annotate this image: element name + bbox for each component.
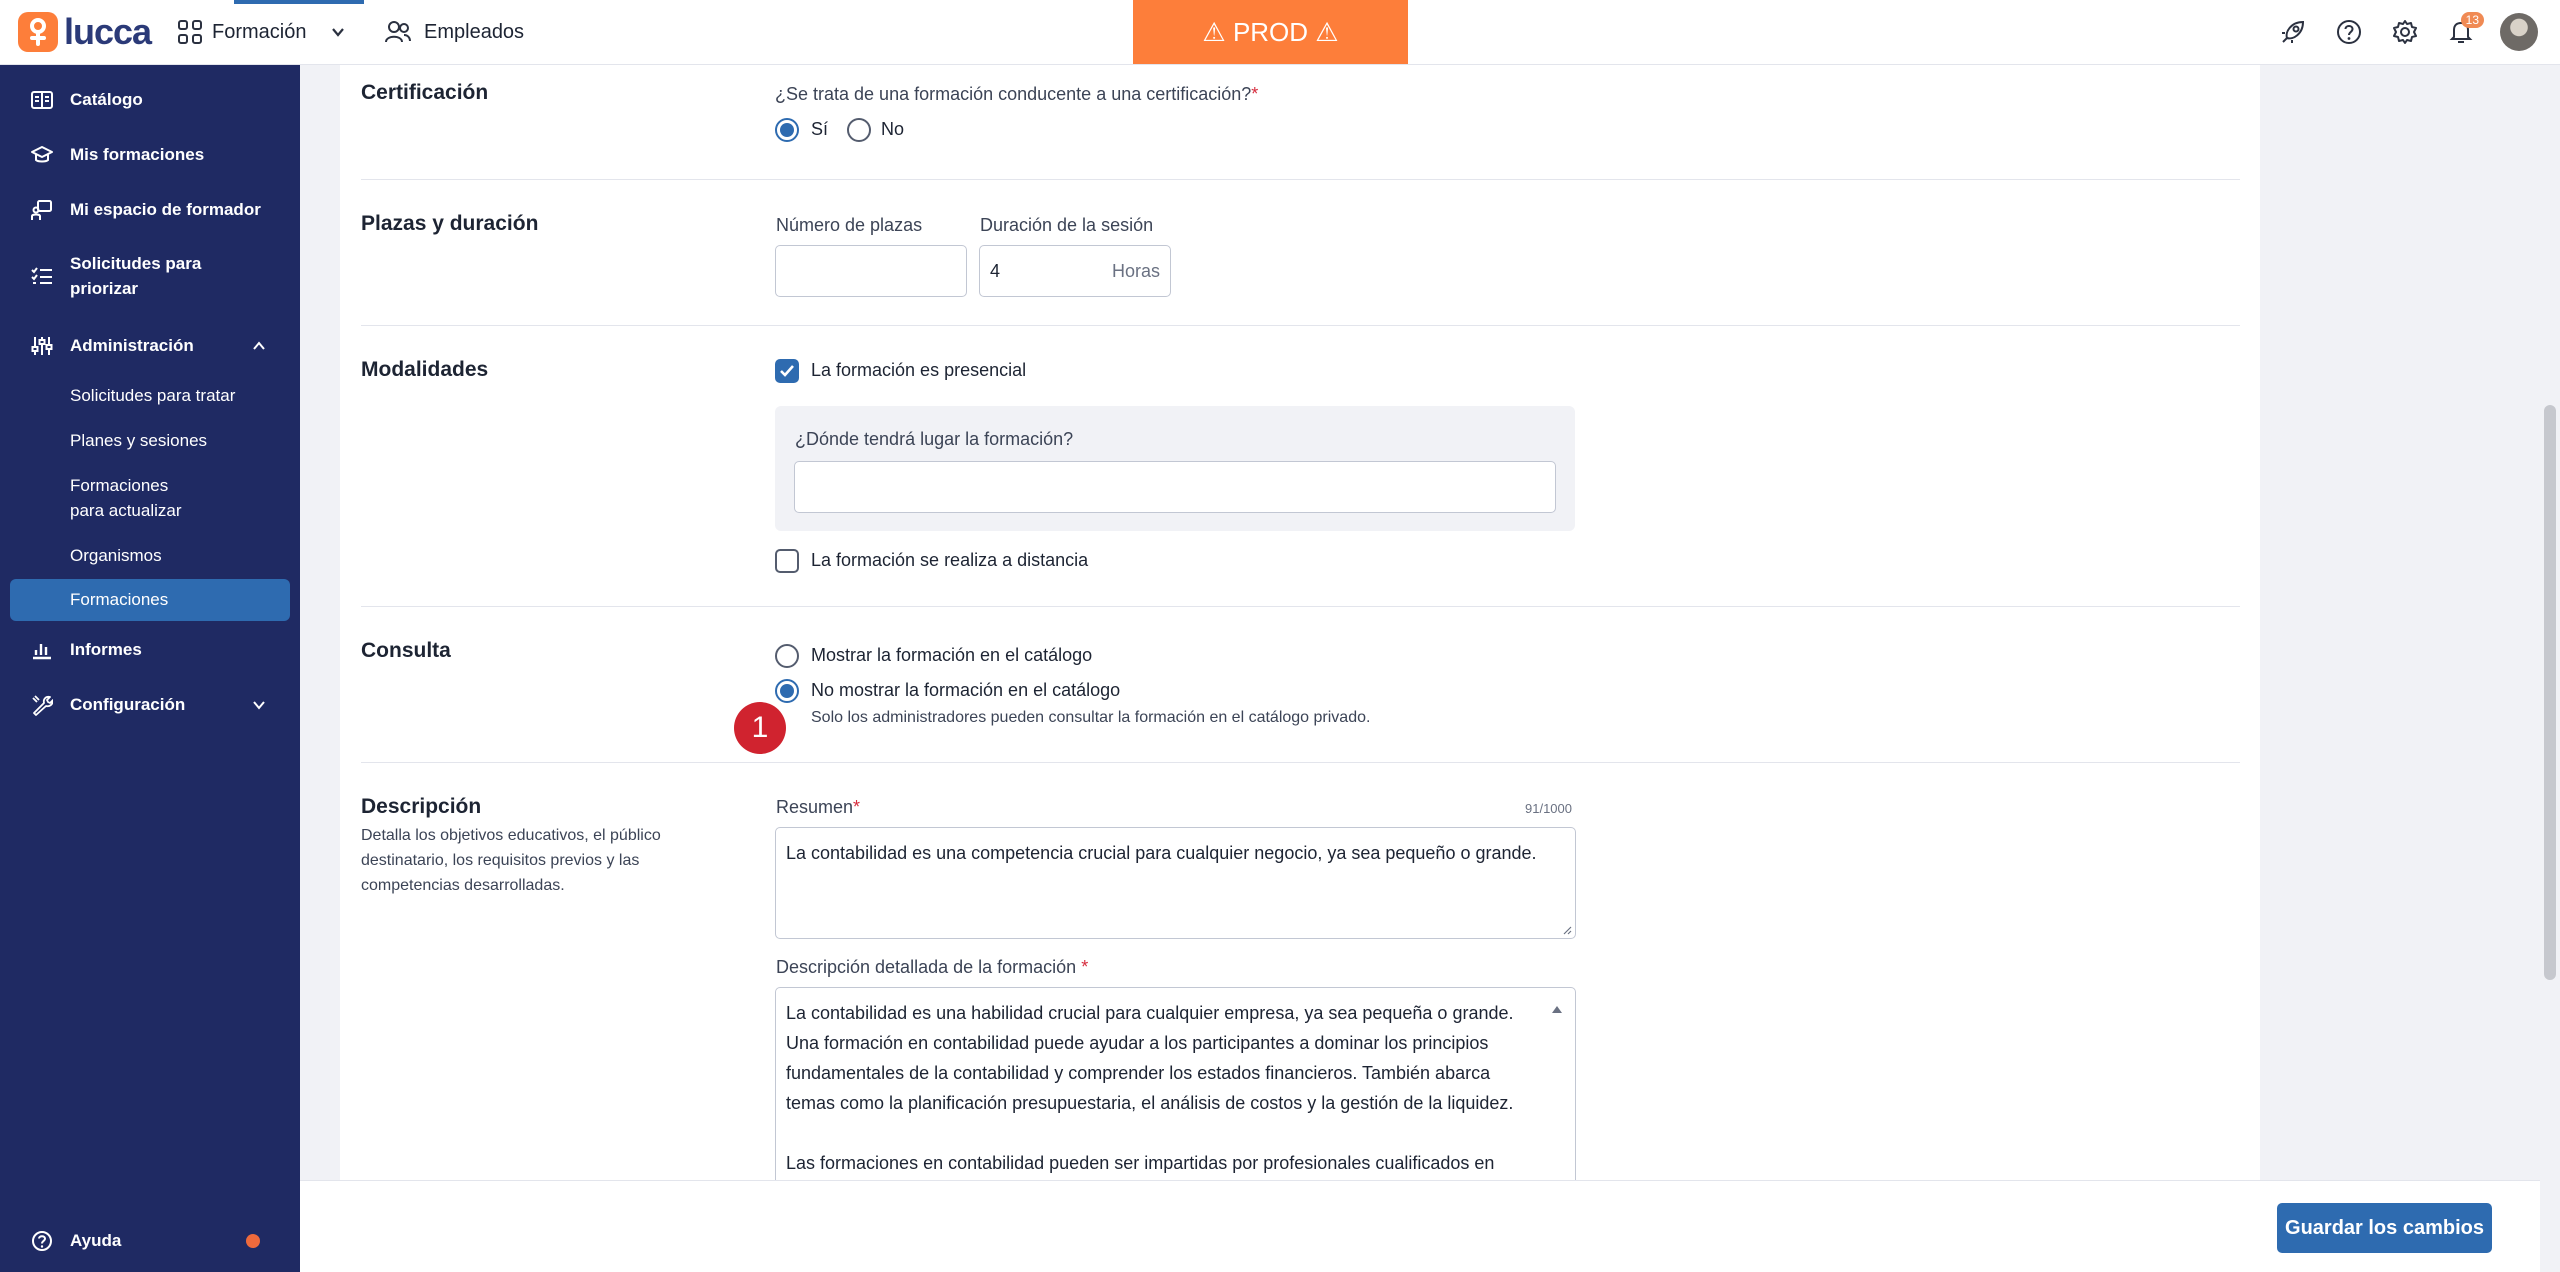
sidebar-item-catalog[interactable] xyxy=(10,85,290,115)
certification-no-radio[interactable] xyxy=(847,118,871,142)
top-bar xyxy=(0,0,2560,65)
people-icon xyxy=(384,20,412,44)
sidebar-subitem-trainings[interactable]: Formaciones xyxy=(10,579,290,621)
show-in-catalog-radio[interactable] xyxy=(775,644,799,668)
in-person-checkbox[interactable] xyxy=(775,359,799,383)
sidebar xyxy=(0,65,300,1272)
sidebar-item-label: Informes xyxy=(70,640,142,659)
app-name: Formación xyxy=(212,20,307,43)
apps-grid-icon xyxy=(178,20,202,44)
step-marker-badge: 1 xyxy=(734,702,786,754)
sidebar-help[interactable] xyxy=(10,1226,290,1256)
scroll-up-arrow-icon[interactable] xyxy=(1551,1004,1563,1014)
location-label: ¿Dónde tendrá lugar la formación? xyxy=(795,429,1074,449)
question-icon xyxy=(28,1227,56,1255)
detailed-line: Una formación en contabilidad puede ayudar a los participantes a dominar los principios xyxy=(786,1033,1489,1053)
sidebar-subitem-plans-sessions[interactable]: Planes y sesiones xyxy=(70,431,208,450)
user-avatar[interactable] xyxy=(2500,13,2538,51)
divider xyxy=(361,325,2240,326)
help-notification-dot xyxy=(246,1234,260,1248)
location-input[interactable] xyxy=(794,461,1556,513)
seats-input[interactable] xyxy=(775,245,967,297)
remote-checkbox[interactable] xyxy=(775,549,799,573)
sidebar-item-label: Mis formaciones xyxy=(70,145,205,164)
bar-chart-icon xyxy=(28,636,56,664)
check-icon xyxy=(779,364,795,378)
graduation-cap-icon xyxy=(28,141,56,169)
show-in-catalog-label: Mostrar la formación en el catálogo xyxy=(811,645,1093,665)
summary-label xyxy=(776,797,860,818)
chevron-up-icon xyxy=(252,339,266,353)
gear-icon xyxy=(2391,18,2419,46)
divider xyxy=(361,179,2240,180)
notifications-button[interactable] xyxy=(2444,15,2478,49)
certification-question xyxy=(775,84,1258,105)
sidebar-item-label: Mi espacio de formador xyxy=(70,200,261,219)
sidebar-subitem-trainings-to-update[interactable]: Formaciones para actualizar xyxy=(70,476,182,520)
duration-input[interactable] xyxy=(979,245,1171,297)
page-scrollbar[interactable] xyxy=(2540,65,2560,1272)
description-subtitle: Detalla los objetivos educativos, el público destinatario, los requisitos previos y las competencias desarrolladas. xyxy=(361,827,661,894)
sidebar-item-label: Administración xyxy=(70,336,194,355)
catalog-icon xyxy=(28,86,56,114)
required-marker: * xyxy=(853,797,861,817)
lucca-logo-icon xyxy=(18,12,58,52)
seats-label: Número de plazas xyxy=(776,215,923,235)
sidebar-item-label: Configuración xyxy=(70,695,186,714)
summary-textarea[interactable] xyxy=(775,827,1576,939)
duration-value: 4 xyxy=(990,261,1001,281)
required-marker: * xyxy=(1081,957,1089,977)
summary-text: La contabilidad es una competencia crucial para cualquier negocio, ya sea pequeño o grande. xyxy=(786,843,1537,863)
section-title-modalities: Modalidades xyxy=(361,358,489,381)
sidebar-item-requests-prioritize[interactable] xyxy=(10,251,290,301)
question-icon xyxy=(2335,18,2363,46)
duration-label: Duración de la sesión xyxy=(980,215,1154,235)
detailed-description-textarea[interactable] xyxy=(775,987,1576,1180)
lucca-logo[interactable] xyxy=(18,12,151,52)
employees-link[interactable] xyxy=(384,0,524,64)
detailed-description-label-text: Descripción detallada de la formación xyxy=(776,957,1077,977)
sidebar-subitem-organizations[interactable]: Organismos xyxy=(70,546,162,565)
notifications-count-badge: 13 xyxy=(2461,12,2484,28)
location-panel xyxy=(775,406,1575,531)
active-app-indicator xyxy=(234,0,364,4)
sidebar-item-trainer-space[interactable] xyxy=(10,195,290,225)
form-content xyxy=(340,65,2260,1180)
chevron-down-icon xyxy=(252,698,266,712)
resize-handle-icon[interactable] xyxy=(1562,925,1572,935)
detailed-line xyxy=(786,1118,1545,1148)
hide-from-catalog-hint: Solo los administradores pueden consultar la formación en el catálogo privado. xyxy=(811,709,1371,726)
tools-icon xyxy=(28,691,56,719)
required-marker: * xyxy=(1251,84,1259,104)
sidebar-item-configuration[interactable] xyxy=(10,690,290,720)
settings-button[interactable] xyxy=(2388,15,2422,49)
certification-yes-label: Sí xyxy=(811,119,829,139)
prod-environment-banner: ⚠ PROD ⚠ xyxy=(1133,0,1408,64)
rocket-button[interactable] xyxy=(2276,15,2310,49)
detailed-line: La contabilidad es una habilidad crucial para cualquier empresa, ya sea pequeña o grande. xyxy=(786,1003,1514,1023)
section-title-certification: Certificación xyxy=(361,81,489,104)
in-person-label: La formación es presencial xyxy=(811,360,1027,380)
duration-unit: Horas xyxy=(1111,261,1160,281)
section-title-consultation: Consulta xyxy=(361,639,451,662)
sidebar-subitem-requests-to-process[interactable]: Solicitudes para tratar xyxy=(70,386,236,405)
detailed-description-label xyxy=(776,957,1088,978)
logo-text: lucca xyxy=(64,11,152,52)
summary-label-text: Resumen xyxy=(776,797,854,817)
hide-from-catalog-radio[interactable] xyxy=(775,679,799,703)
detailed-line: temas como la planificación presupuestaria, el análisis de costos y la gestión de la liquidez. xyxy=(786,1093,1514,1113)
app-switcher[interactable] xyxy=(178,0,346,64)
sidebar-item-label: Solicitudes para priorizar xyxy=(70,254,202,298)
summary-char-counter: 91/1000 xyxy=(1525,801,1572,816)
sidebar-item-label: Ayuda xyxy=(70,1231,122,1250)
divider xyxy=(361,606,2240,607)
priority-list-icon xyxy=(28,262,56,290)
top-icons xyxy=(2276,0,2538,64)
remote-label: La formación se realiza a distancia xyxy=(811,550,1089,570)
trainer-board-icon xyxy=(28,196,56,224)
divider xyxy=(361,762,2240,763)
hide-from-catalog-label: No mostrar la formación en el catálogo xyxy=(811,680,1121,700)
detailed-line: fundamentales de la contabilidad y comprender los estados financieros. También abarca xyxy=(786,1063,1491,1083)
bottom-action-bar xyxy=(300,1180,2540,1272)
sidebar-item-label: Catálogo xyxy=(70,90,143,109)
sidebar-item-reports[interactable] xyxy=(10,635,290,665)
section-title-description: Descripción xyxy=(361,795,482,818)
section-title-places-duration: Plazas y duración xyxy=(361,212,539,235)
sliders-icon xyxy=(28,332,56,360)
rocket-icon xyxy=(2279,18,2307,46)
sidebar-item-administration[interactable] xyxy=(10,331,290,361)
save-changes-button[interactable]: Guardar los cambios xyxy=(2277,1203,2492,1253)
chevron-down-icon xyxy=(330,24,346,40)
certification-yes-radio[interactable] xyxy=(775,118,799,142)
detailed-line: Las formaciones en contabilidad pueden ser impartidas por profesionales cualificados en xyxy=(786,1153,1495,1173)
certification-question-text: ¿Se trata de una formación conducente a una certificación? xyxy=(775,84,1252,104)
help-button[interactable] xyxy=(2332,15,2366,49)
scrollbar-thumb[interactable] xyxy=(2544,405,2556,980)
certification-no-label: No xyxy=(881,119,905,139)
sidebar-item-my-trainings[interactable] xyxy=(10,140,290,170)
employees-link-label: Empleados xyxy=(424,20,525,43)
